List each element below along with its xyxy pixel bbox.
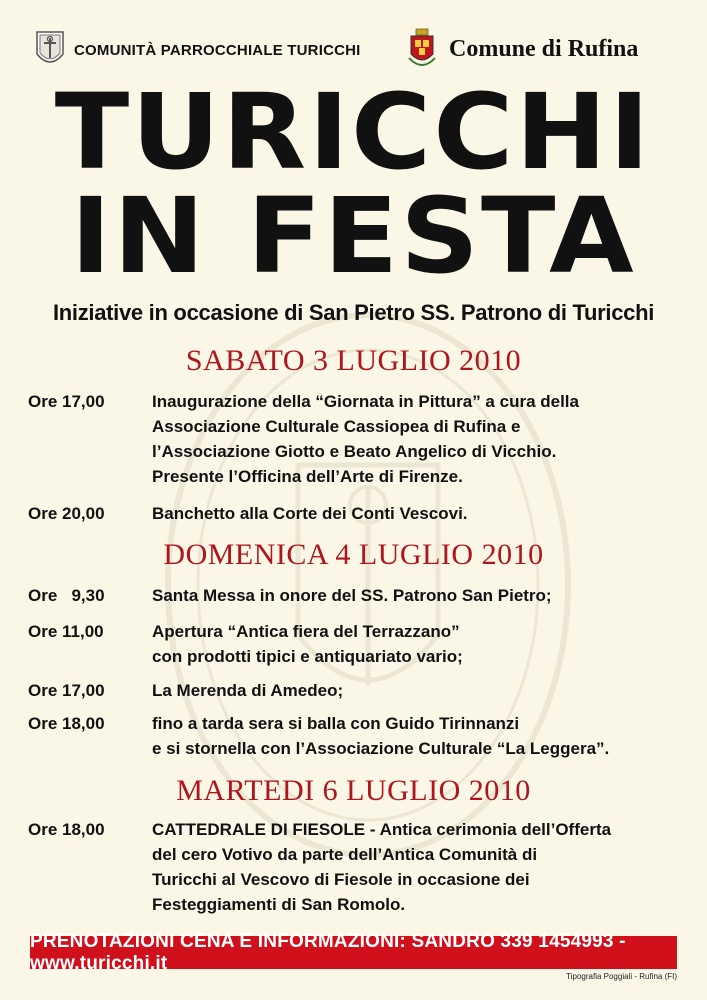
event-text: Santa Messa in onore del SS. Patrono San Pietro;: [152, 586, 552, 605]
parish-header: [34, 28, 361, 72]
printer-credit: Tipografia Poggiali - Rufina (FI): [566, 972, 677, 981]
municipality-crest-icon: [407, 28, 437, 70]
event-text: CATTEDRALE DI FIESOLE - Antica cerimonia dell’Offerta del cero Votivo da parte dell’Antica Comunità di Turicchi al Vescovo di Fiesole in occasione dei Festeggiamenti di San Romolo.: [152, 820, 612, 914]
event-time: Ore 20,00: [28, 504, 105, 523]
subtitle: Iniziative in occasione di San Pietro SS. Patrono di Turicchi: [52, 300, 655, 325]
title-line-2: IN FESTA: [70, 175, 637, 297]
contact-banner: [30, 930, 677, 974]
municipality-header: [407, 28, 638, 70]
event-row: [28, 711, 688, 761]
event-text: La Merenda di Amedeo;: [152, 681, 344, 700]
parish-label: COMUNITÀ PARROCCHIALE TURICCHI: [74, 41, 361, 59]
title-line-1: TURICCHI: [55, 71, 652, 193]
parish-crest-icon: [34, 28, 66, 72]
day-heading: DOMENICA 4 LUGLIO 2010: [163, 538, 544, 571]
event-time: Ore 17,00: [28, 681, 105, 700]
event-text: Banchetto alla Corte dei Conti Vescovi.: [152, 504, 468, 523]
event-time: Ore 11,00: [28, 622, 104, 641]
event-row: [28, 501, 688, 526]
municipality-label: Comune di Rufina: [449, 35, 639, 62]
day-heading: MARTEDI 6 LUGLIO 2010: [176, 774, 531, 807]
contact-text: PRENOTAZIONI CENA E INFORMAZIONI: SANDRO 339 1454993 - www.turicchi.it: [30, 930, 626, 974]
event-time: Ore 18,00: [28, 714, 105, 733]
event-time: Ore 9,30: [28, 586, 105, 605]
event-text: Apertura “Antica fiera del Terrazzano” con prodotti tipici e antiquariato vario;: [152, 622, 463, 666]
day-heading: SABATO 3 LUGLIO 2010: [185, 344, 522, 377]
event-row: [28, 389, 688, 489]
event-time: Ore 18,00: [28, 820, 105, 839]
event-row: [28, 619, 688, 669]
event-row: [28, 817, 688, 917]
event-row: [28, 678, 688, 703]
event-time: Ore 17,00: [28, 392, 105, 411]
event-text: fino a tarda sera si balla con Guido Tirinnanzi e si stornella con l’Associazione Culturale “La Leggera”.: [152, 714, 610, 758]
event-row: [28, 583, 688, 608]
event-text: Inaugurazione della “Giornata in Pittura” a cura della Associazione Culturale Cassiopea di Rufina e l’Associazione Giotto e Beato Angelico di Vicchio. Presente l’Officina dell’Arte di Firenze.: [152, 392, 579, 486]
